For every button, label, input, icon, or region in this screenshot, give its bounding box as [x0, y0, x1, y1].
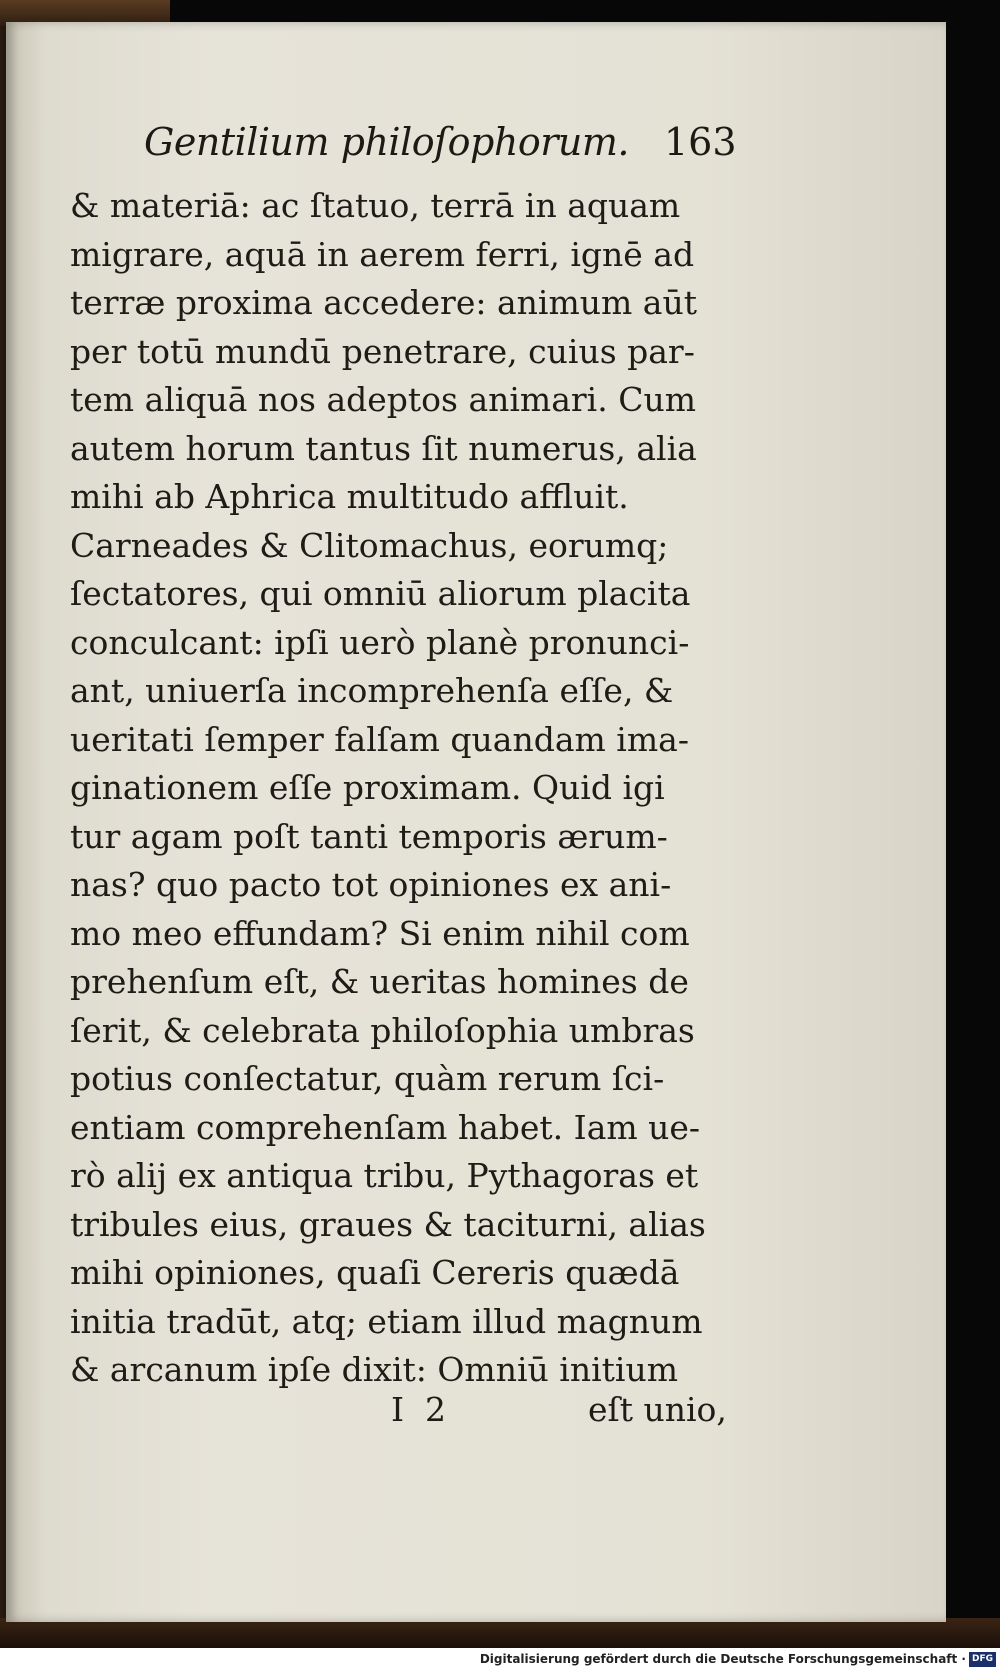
- text-line: conculcant: ipſi uerò planè pronunci-: [70, 622, 690, 662]
- text-line: Carneades & Clitomachus, eorumq;: [70, 525, 669, 565]
- text-line: & arcanum ipſe dixit: Omniū initium: [70, 1350, 679, 1389]
- text-line: & materiā: ac ſtatuo, terrā in aquam: [70, 186, 681, 225]
- dfg-logo-icon: DFG: [969, 1652, 996, 1667]
- running-head: [144, 120, 744, 180]
- text-line: tur agam poſt tanti temporis ærum-: [70, 816, 668, 856]
- text-line: migrare, aquā in aerem ferri, ignē ad: [70, 234, 695, 274]
- text-line: mihi ab Aphrica multitudo affluit.: [70, 477, 629, 516]
- funding-credit: Digitalisierung gefördert durch die Deutsche Forschungsgemeinschaft ·: [479, 1652, 966, 1666]
- page-number: 163: [664, 120, 737, 164]
- text-line: mihi opiniones, quaſi Cereris quædā: [70, 1253, 680, 1292]
- binding-edge-bottom: [0, 1618, 1000, 1648]
- text-line: ginationem eſſe proximam. Quid igi: [70, 768, 665, 807]
- text-line: potius conſectatur, quàm rerum ſci-: [70, 1059, 665, 1098]
- digitization-footer: [0, 1648, 1000, 1673]
- book-page: [6, 22, 946, 1622]
- text-line: initia tradūt, atq; etiam illud magnum: [70, 1301, 703, 1341]
- text-line: prehenſum eſt, & ueritas homines de: [70, 962, 689, 1001]
- signature-mark: I 2: [391, 1390, 447, 1429]
- text-line: ſerit, & celebrata philoſophia umbras: [70, 1010, 695, 1050]
- catch-line: [391, 1390, 751, 1440]
- text-line: rò alij ex antiqua tribu, Pythagoras et: [70, 1156, 699, 1195]
- text-line: per totū mundū penetrare, cuius par-: [70, 331, 695, 371]
- text-line: tribules eius, graues & taciturni, alias: [70, 1204, 706, 1244]
- text-line: mo meo effundam? Si enim nihil com: [70, 913, 690, 953]
- text-line: autem horum tantus ſit numerus, alia: [70, 428, 697, 468]
- text-line: entiam comprehenſam habet. Iam ue-: [70, 1107, 701, 1147]
- text-line: nas? quo pacto tot opiniones ex ani-: [70, 865, 672, 904]
- catchword: eſt unio,: [588, 1390, 727, 1429]
- body-text: [70, 182, 760, 1395]
- text-line: tem aliquā nos adeptos animari. Cum: [70, 380, 697, 419]
- text-line: terræ proxima accedere: animum aūt: [70, 283, 697, 322]
- text-line: ant, uniuerſa incomprehenſa eſſe, &: [70, 671, 674, 710]
- text-line: ueritati ſemper falſam quandam ima-: [70, 719, 689, 759]
- text-line: ſectatores, qui omniū aliorum placita: [70, 574, 691, 613]
- running-head-title: Gentilium philoſophorum.: [144, 120, 629, 164]
